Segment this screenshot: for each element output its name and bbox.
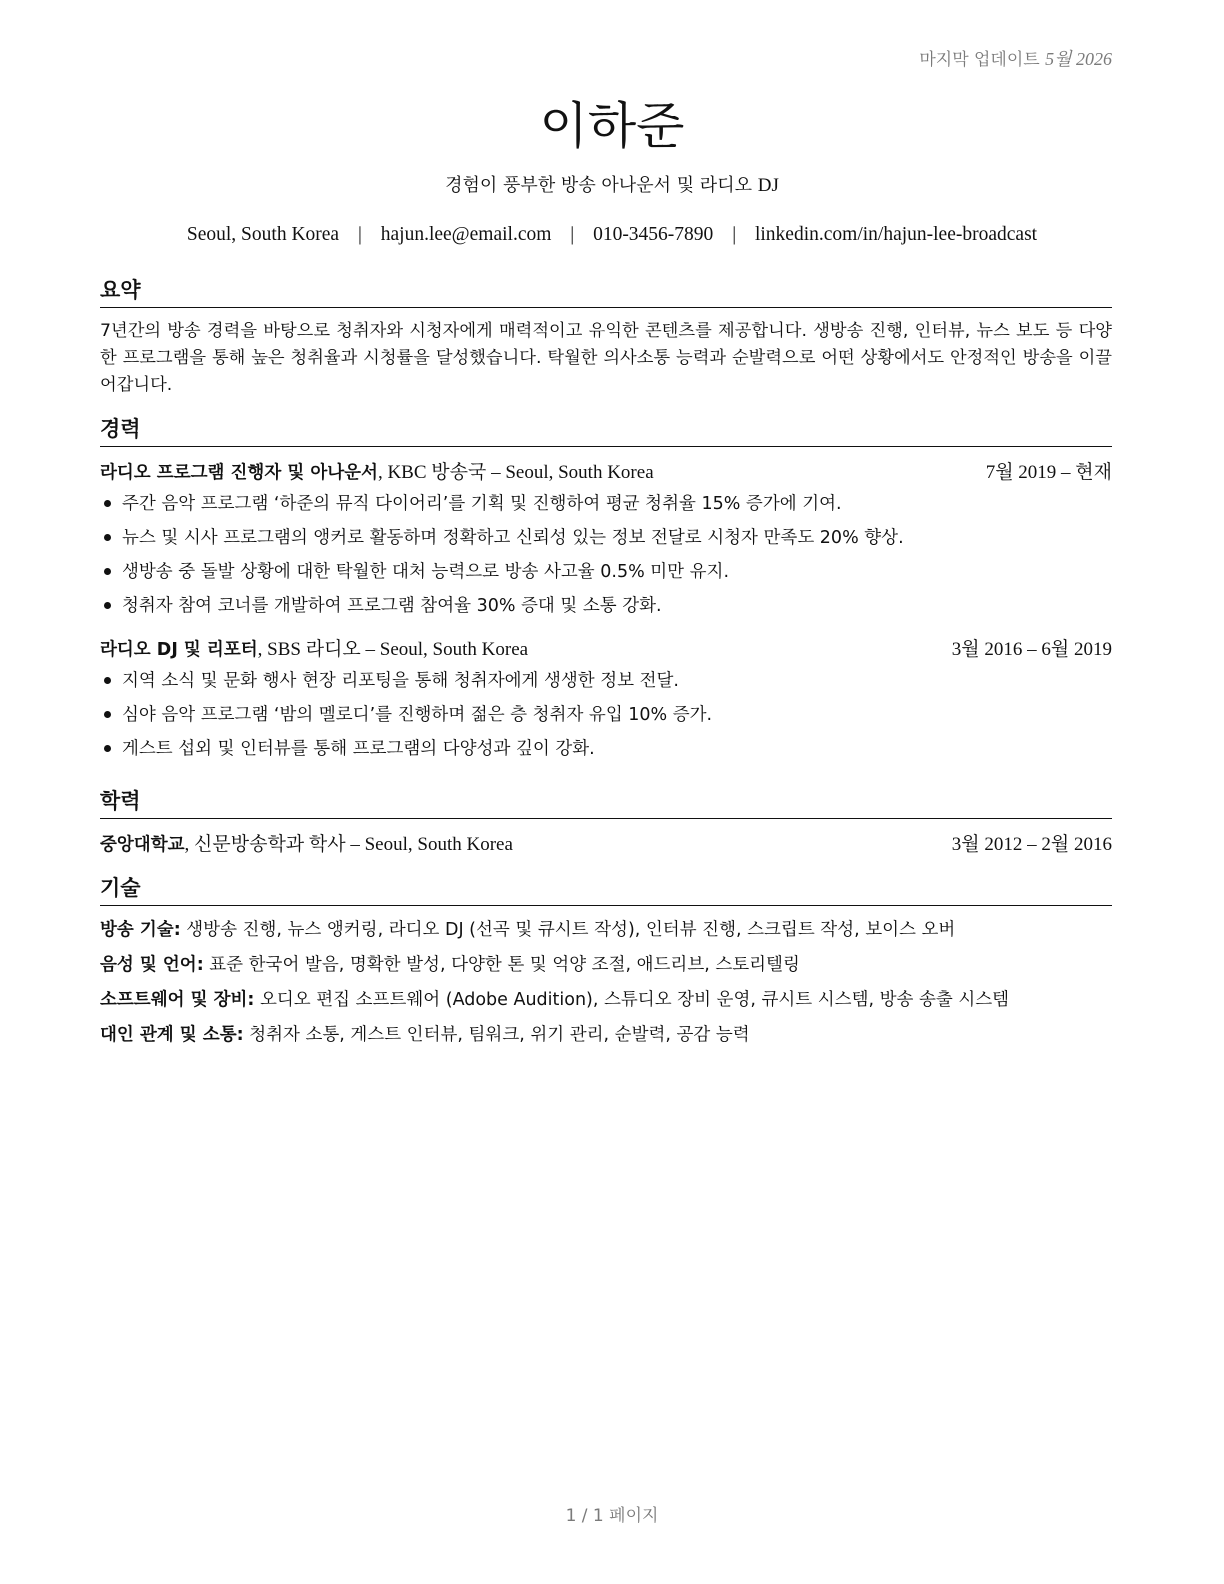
job-header bbox=[100, 459, 1112, 487]
list-item bbox=[100, 487, 1112, 521]
skills-title: 기술 bbox=[100, 873, 1112, 906]
tagline-dj: DJ bbox=[757, 175, 779, 196]
skill-label: 소프트웨어 및 장비: bbox=[100, 990, 255, 1010]
summary-text: 7년간의 방송 경력을 바탕으로 청취자와 시청자에게 매력적이고 유익한 콘텐츠를 제공합니다. 생방송 진행, 인터뷰, 뉴스 보도 등 다양한 프로그램을 통해 높은 청취율과 시청률을 달성했습니다. 탁월한 의사소통 능력과 순발력으로 어떤 상황에서도 안정적인 방송을 이끌어갑니다. bbox=[100, 321, 1112, 395]
contact-location: Seoul, South Korea bbox=[186, 224, 340, 245]
list-item bbox=[100, 698, 1112, 732]
summary-section bbox=[100, 275, 1112, 399]
education-degree: , 신문방송학과 학사 – Seoul, South Korea bbox=[184, 834, 513, 855]
skill-row bbox=[100, 1018, 1112, 1053]
job-dates: 7월 2019 – 현재 bbox=[985, 462, 1112, 483]
last-updated-date: 5월 2026 bbox=[1045, 49, 1112, 69]
contact-line bbox=[0, 224, 1224, 246]
experience-title: 경력 bbox=[100, 414, 1112, 447]
skill-value: 표준 한국어 발음, 명확한 발성, 다양한 톤 및 억양 조절, 애드리브, 스토리텔링 bbox=[203, 955, 800, 975]
contact-email[interactable]: hajun.lee@email.com bbox=[380, 224, 552, 245]
education-entry bbox=[100, 831, 1112, 859]
skill-row bbox=[100, 983, 1112, 1018]
bullet-text: 심야 음악 프로그램 ‘밤의 멜로디’를 진행하며 젊은 층 청취자 유입 10% 증가. bbox=[122, 705, 713, 725]
experience-section bbox=[100, 414, 1112, 766]
page-number: 1 / 1 페이지 bbox=[565, 1506, 659, 1526]
job-dates: 3월 2016 – 6월 2019 bbox=[951, 639, 1112, 660]
contact-separator: | bbox=[570, 224, 575, 245]
bullet-icon bbox=[104, 711, 111, 718]
skills-section bbox=[100, 873, 1112, 1053]
candidate-name: 이하준 bbox=[539, 97, 685, 155]
education-section bbox=[100, 786, 1112, 859]
bullet-text: 청취자 참여 코너를 개발하여 프로그램 참여율 30% 증대 및 소통 강화. bbox=[122, 596, 662, 616]
job-bullets bbox=[100, 664, 1112, 766]
job-role: 라디오 DJ 및 리포터 bbox=[100, 640, 258, 660]
skill-row bbox=[100, 913, 1112, 948]
bullet-icon bbox=[104, 745, 111, 752]
bullet-icon bbox=[104, 568, 111, 575]
contact-phone: 010-3456-7890 bbox=[593, 224, 714, 245]
contact-linkedin[interactable]: linkedin.com/in/hajun-lee-broadcast bbox=[754, 224, 1038, 245]
skills-list bbox=[100, 913, 1112, 1053]
skill-row bbox=[100, 948, 1112, 983]
job-organization: , KBC 방송국 – Seoul, South Korea bbox=[377, 462, 654, 483]
list-item bbox=[100, 732, 1112, 766]
list-item bbox=[100, 589, 1112, 623]
bullet-text: 주간 음악 프로그램 ‘하준의 뮤직 다이어리’를 기획 및 진행하여 평균 청취율 15% 증가에 기여. bbox=[122, 494, 842, 514]
job-header bbox=[100, 636, 1112, 664]
bullet-icon bbox=[104, 602, 111, 609]
contact-separator: | bbox=[732, 224, 737, 245]
bullet-icon bbox=[104, 500, 111, 507]
job-role: 라디오 프로그램 진행자 및 아나운서 bbox=[100, 463, 378, 483]
skill-label: 음성 및 언어: bbox=[100, 955, 204, 975]
skill-label: 대인 관계 및 소통: bbox=[100, 1025, 244, 1045]
list-item bbox=[100, 664, 1112, 698]
job-entry bbox=[100, 636, 1112, 766]
job-entry bbox=[100, 459, 1112, 623]
list-item bbox=[100, 521, 1112, 555]
list-item bbox=[100, 555, 1112, 589]
last-updated bbox=[919, 45, 1112, 71]
education-dates: 3월 2012 – 2월 2016 bbox=[951, 834, 1112, 855]
bullet-text: 지역 소식 및 문화 행사 현장 리포팅을 통해 청취자에게 생생한 정보 전달. bbox=[122, 671, 679, 691]
skill-label: 방송 기술: bbox=[100, 920, 181, 940]
tagline-text: 경험이 풍부한 방송 아나운서 및 라디오 bbox=[445, 175, 752, 196]
bullet-icon bbox=[104, 677, 111, 684]
contact-separator: | bbox=[357, 224, 362, 245]
skill-value: 오디오 편집 소프트웨어 (Adobe Audition), 스튜디오 장비 운영, 큐시트 시스템, 방송 송출 시스템 bbox=[254, 990, 1010, 1010]
summary-title: 요약 bbox=[100, 275, 1112, 308]
bullet-text: 생방송 중 돌발 상황에 대한 탁월한 대처 능력으로 방송 사고율 0.5% 미만 유지. bbox=[122, 562, 730, 582]
skill-value: 청취자 소통, 게스트 인터뷰, 팀워크, 위기 관리, 순발력, 공감 능력 bbox=[243, 1025, 750, 1045]
education-school: 중앙대학교 bbox=[100, 835, 185, 855]
tagline bbox=[0, 171, 1224, 197]
bullet-text: 게스트 섭외 및 인터뷰를 통해 프로그램의 다양성과 깊이 강화. bbox=[122, 739, 595, 759]
education-title: 학력 bbox=[100, 786, 1112, 819]
bullet-icon bbox=[104, 534, 111, 541]
bullet-text: 뉴스 및 시사 프로그램의 앵커로 활동하며 정확하고 신뢰성 있는 정보 전달로 시청자 만족도 20% 향상. bbox=[122, 528, 904, 548]
job-bullets bbox=[100, 487, 1112, 623]
last-updated-label: 마지막 업데이트 bbox=[919, 50, 1040, 70]
skill-value: 생방송 진행, 뉴스 앵커링, 라디오 DJ (선곡 및 큐시트 작성), 인터뷰 진행, 스크립트 작성, 보이스 오버 bbox=[180, 920, 956, 940]
job-organization: , SBS 라디오 – Seoul, South Korea bbox=[257, 639, 529, 660]
